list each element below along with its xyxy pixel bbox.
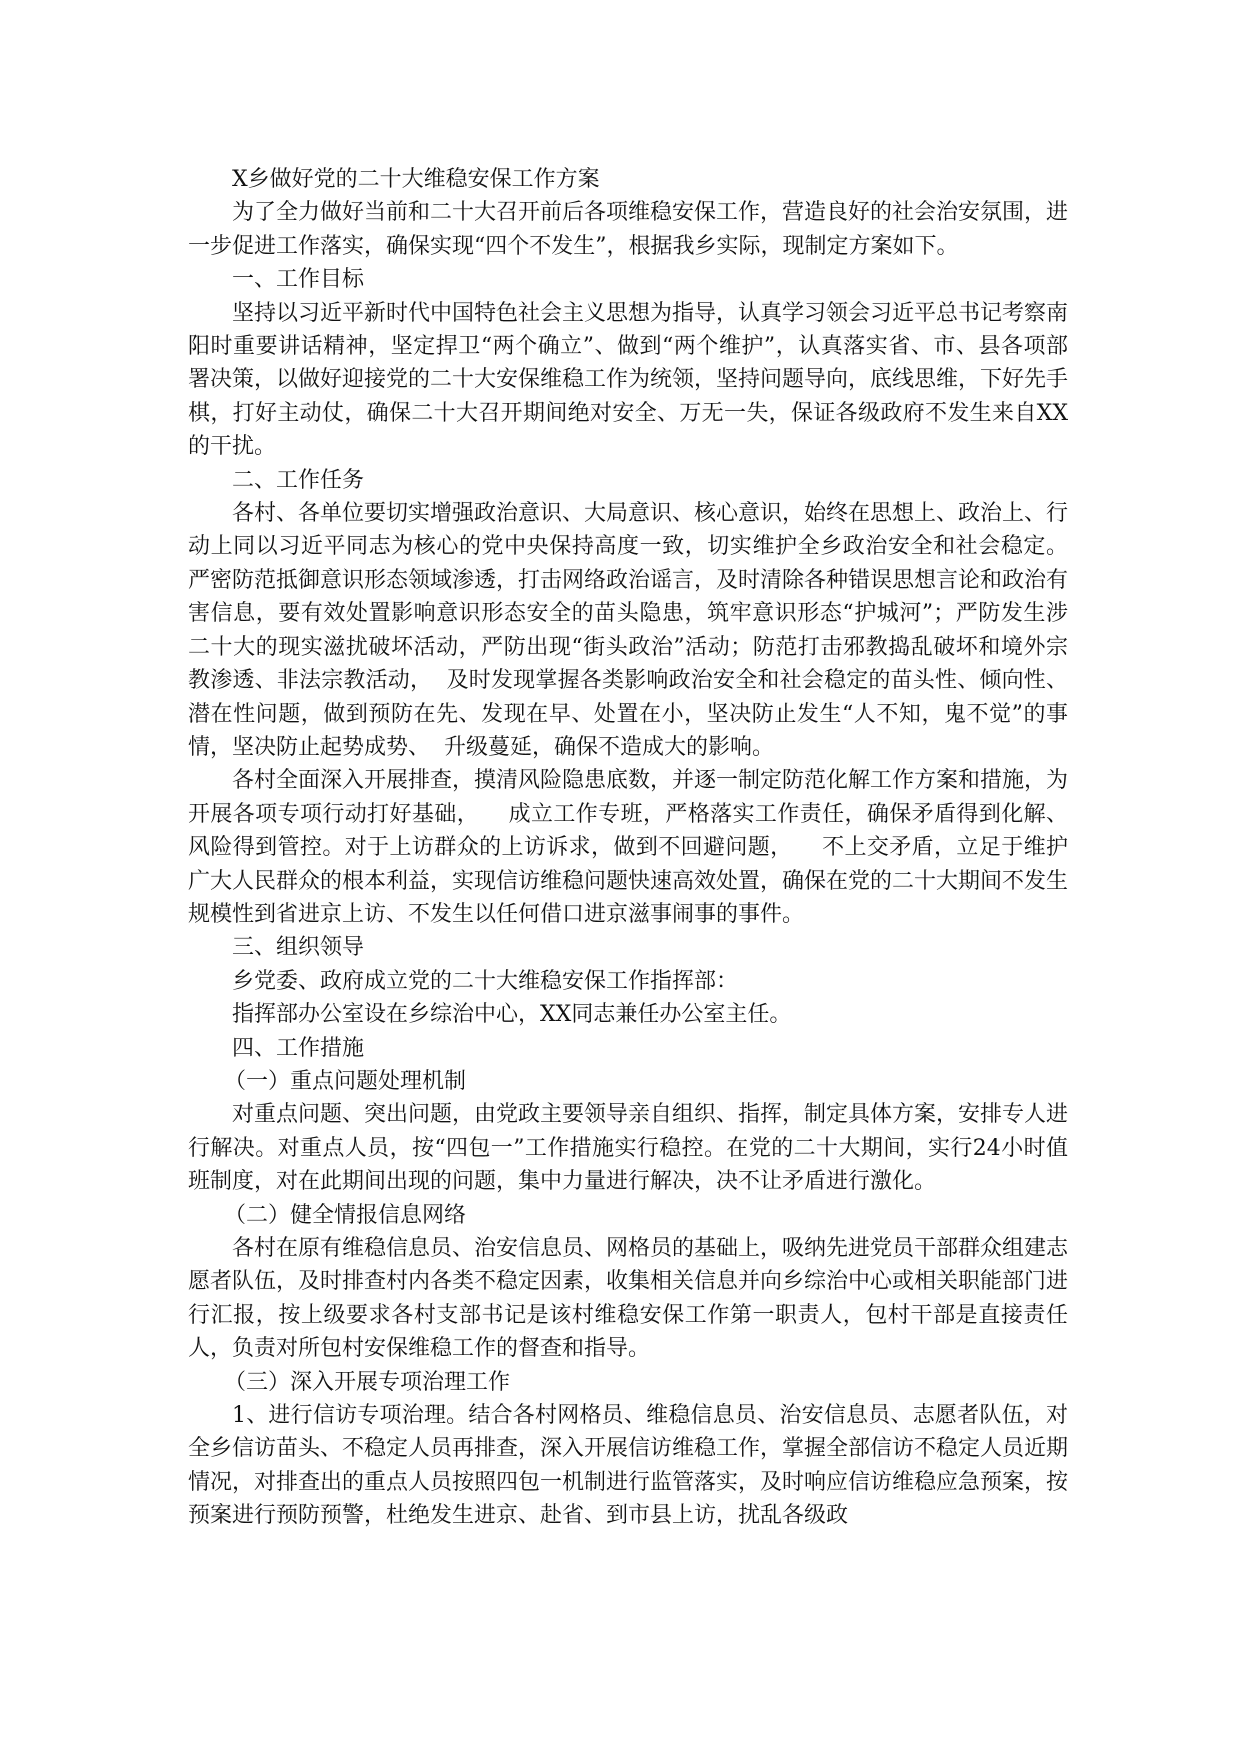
body-paragraph: 为了全力做好当前和二十大召开前后各项维稳安保工作，营造良好的社会治安氛围，进一步促进工作落实，确保实现“四个不发生”，根据我乡实际，现制定方案如下。 [188, 200, 1069, 259]
document-title: X乡做好党的二十大维稳安保工作方案 [232, 167, 600, 192]
body-paragraph: 各村全面深入开展排查，摸清风险隐患底数，并逐一制定防范化解工作方案和措施，为开展各项专项行动打好基础， 成立工作专班，严格落实工作责任，确保矛盾得到化解、风险得到管控。对于上访群众的上访诉求，做到不回避问题， 不上交矛盾，立足于维护广大人民群众的根本利益，实现信访维稳问题快速高效处置，确保在党的二十大期间不发生规模性到省进京上访、不发生以任何借口进京滋事闹事的事件。 [188, 768, 1069, 927]
body-paragraph: 指挥部办公室设在乡综治中心，XX同志兼任办公室主任。 [232, 1002, 792, 1028]
section-heading: 二、工作任务 [232, 467, 365, 493]
subsection-heading: （二）健全情报信息网络 [224, 1202, 467, 1228]
body-paragraph: 1、进行信访专项治理。结合各村网格员、维稳信息员、治安信息员、志愿者队伍，对全乡信访苗头、不稳定人员再排查，深入开展信访维稳工作，掌握全部信访不稳定人员近期情况，对排查出的重点人员按照四包一机制进行监管落实，及时响应信访维稳应急预案，按预案进行预防预警，杜绝发生进京、赴省、到市县上访，扰乱各级政 [188, 1403, 1069, 1529]
body-paragraph: 各村在原有维稳信息员、治安信息员、网格员的基础上，吸纳先进党员干部群众组建志愿者队伍，及时排查村内各类不稳定因素，收集相关信息并向乡综治中心或相关职能部门进行汇报，按上级要求各村支部书记是该村维稳安保工作第一职责人，包村干部是直接责任人，负责对所包村安保维稳工作的督查和指导。 [188, 1236, 1069, 1362]
section-heading: 四、工作措施 [232, 1035, 365, 1061]
body-paragraph: 乡党委、政府成立党的二十大维稳安保工作指挥部： [232, 968, 739, 994]
section-heading: 一、工作目标 [232, 267, 365, 293]
body-paragraph: 坚持以习近平新时代中国特色社会主义思想为指导，认真学习领会习近平总书记考察南阳时重要讲话精神，坚定捍卫“两个确立”、做到“两个维护”，认真落实省、市、县各项部署决策，以做好迎接党的二十大安保维稳工作为统领，坚持问题导向，底线思维，下好先手棋，打好主动仗，确保二十大召开期间绝对安全、万无一失，保证各级政府不发生来自XX的干扰。 [188, 300, 1069, 460]
subsection-heading: （三）深入开展专项治理工作 [224, 1369, 511, 1395]
body-paragraph: 对重点问题、突出问题，由党政主要领导亲自组织、指挥，制定具体方案，安排专人进行解决。对重点人员，按“四包一”工作措施实行稳控。在党的二十大期间，实行24小时值班制度，对在此期间出现的问题，集中力量进行解决，决不让矛盾进行激化。 [188, 1102, 1069, 1195]
body-paragraph: 各村、各单位要切实增强政治意识、大局意识、核心意识，始终在思想上、政治上、行动上同以习近平同志为核心的党中央保持高度一致，切实维护全乡政治安全和社会稳定。 严密防范抵御意识形态领域渗透，打击网络政治谣言，及时清除各种错误思想言论和政治有害信息，要有效处置影响意识形态安全的苗头隐患，筑牢意识形态“护城河”；严防发生涉二十大的现实滋扰破坏活动，严防出现“街头政治”活动；防范打击邪教捣乱破坏和境外宗教渗透、非法宗教活动， 及时发现掌握各类影响政治安全和社会稳定的苗头性、倾向性、潜在性问题，做到预防在先、发现在早、处置在小，坚决防止发生“人不知，鬼不觉”的事情，坚决防止起势成势、 升级蔓延，确保不造成大的影响。 [188, 501, 1089, 760]
subsection-heading: （一）重点问题处理机制 [224, 1068, 467, 1094]
section-heading: 三、组织领导 [232, 935, 365, 961]
